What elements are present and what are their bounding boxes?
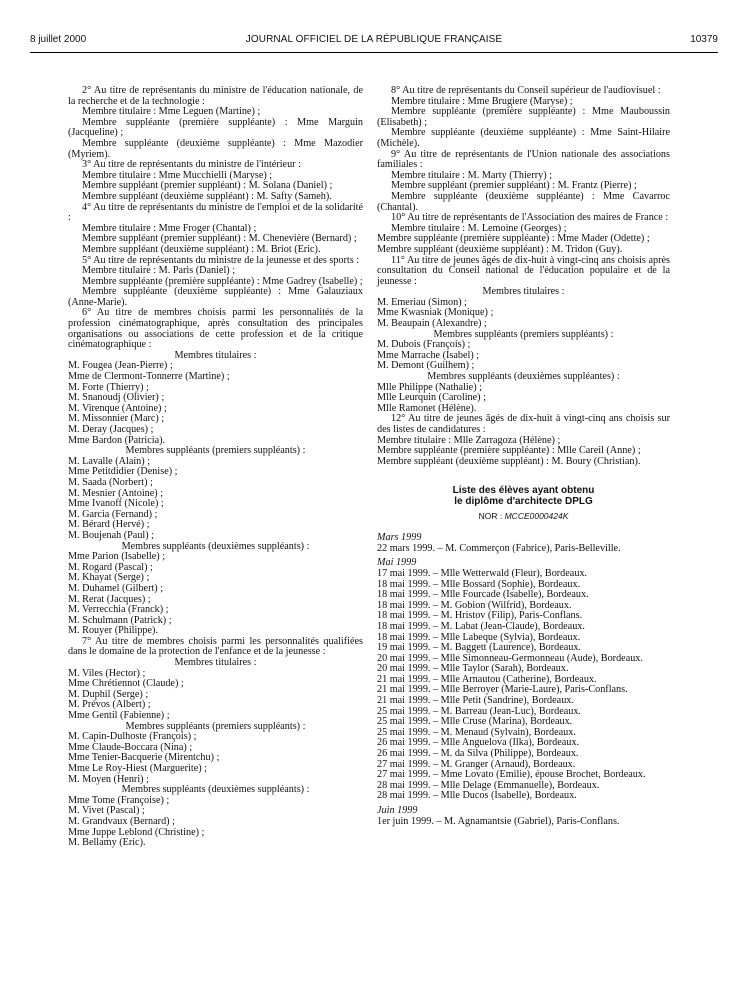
header-page-number: 10379 bbox=[690, 34, 718, 45]
member-line: M. Capin-Dulhoste (François) ; bbox=[68, 731, 197, 743]
member-line: M. Duhamel (Gilbert) ; bbox=[68, 582, 164, 594]
nor-code: MCCE0000424K bbox=[504, 510, 569, 521]
paragraph: 5° Au titre de représentants du ministre de la jeunesse et des sports : bbox=[82, 254, 360, 266]
paragraph: Membre suppléante (deuxième suppléante) : Mme Mazodier (Myriem). bbox=[68, 137, 363, 160]
member-line: Mme Parion (Isabelle) ; bbox=[68, 551, 166, 563]
header-date: 8 juillet 2000 bbox=[30, 34, 87, 45]
diploma-entry: 21 mai 1999. – Mlle Arnautou (Catherine), Bordeaux. bbox=[377, 673, 597, 685]
paragraph: 3° Au titre de représentants du ministre de l'intérieur : bbox=[82, 159, 301, 171]
member-line: M. Rouyer (Philippe). bbox=[68, 625, 158, 637]
member-line: M. Grandvaux (Bernard) ; bbox=[68, 815, 175, 827]
member-line: M. Garcia (Fernand) ; bbox=[68, 508, 158, 520]
paragraph: Membre suppléant (deuxième suppléant) : M. Safty (Sameh). bbox=[82, 190, 332, 202]
diploma-entry: 26 mai 1999. – Mlle Anguelova (Ilka), Bordeaux. bbox=[377, 737, 580, 749]
diploma-entry: 21 mai 1999. – Mlle Berroyer (Marie-Laure), Paris-Conflans. bbox=[377, 684, 628, 696]
member-line: M. Boujenah (Paul) ; bbox=[68, 529, 155, 541]
member-group-heading: Membres titulaires : bbox=[482, 286, 565, 298]
diploma-entry: 25 mai 1999. – M. Menaud (Sylvain), Bordeaux. bbox=[377, 726, 576, 738]
diploma-entry: 18 mai 1999. – Mlle Fourcade (Isabelle), Bordeaux. bbox=[377, 589, 589, 601]
paragraph: Membre titulaire : Mme Brugiere (Maryse) ; bbox=[391, 95, 573, 107]
paragraph: Membre titulaire : Mme Froger (Chantal) ; bbox=[82, 222, 257, 234]
month-heading: Mars 1999 bbox=[377, 532, 422, 544]
diploma-entry: 20 mai 1999. – Mlle Simonneau-Germonneau (Aude), Bordeaux. bbox=[377, 652, 643, 664]
nor-reference bbox=[377, 511, 670, 522]
liste-title-line2: le diplôme d'architecte DPLG bbox=[454, 495, 593, 507]
member-line: M. Moyen (Henri) ; bbox=[68, 773, 149, 785]
member-line: M. Rerat (Jacques) ; bbox=[68, 593, 151, 605]
member-line: M. Emeriau (Simon) ; bbox=[377, 296, 467, 308]
member-line: Mme Ivanoff (Nicole) ; bbox=[68, 498, 164, 510]
paragraph: Membre titulaire : M. Lemoine (Georges) ; bbox=[391, 222, 567, 234]
member-line: M. Snanoudj (Olivier) ; bbox=[68, 392, 165, 404]
header-title: JOURNAL OFFICIEL DE LA RÉPUBLIQUE FRANÇAISE bbox=[245, 34, 503, 45]
member-line: Mme Marrache (Isabel) ; bbox=[377, 349, 480, 361]
member-line: Membre suppléant (deuxième suppléant) : M. Boury (Christian). bbox=[377, 455, 641, 467]
member-line: Mme de Clermont-Tonnerre (Martine) ; bbox=[68, 371, 230, 383]
member-line: Mme Kwasniak (Monique) ; bbox=[377, 307, 494, 319]
member-line: Mme Chrétiennot (Claude) ; bbox=[68, 678, 184, 690]
member-line: M. Verrecchia (Franck) ; bbox=[68, 604, 169, 616]
member-line: Mme Claude-Boccara (Nina) ; bbox=[68, 741, 193, 753]
paragraph: Membre suppléante (première suppléante) : Mme Mauboussin (Elisabeth) ; bbox=[377, 106, 670, 128]
member-line: M. Dubois (François) ; bbox=[377, 339, 471, 351]
paragraph: Membre titulaire : M. Marty (Thierry) ; bbox=[391, 169, 552, 181]
diploma-list bbox=[377, 533, 670, 827]
diploma-entry: 18 mai 1999. – Mlle Labeque (Sylvia), Bordeaux. bbox=[377, 631, 581, 643]
paragraph: Membre suppléante (première suppléante) : Mme Marguin (Jacqueline) ; bbox=[68, 116, 363, 139]
member-group-heading: Membres suppléants (premiers suppléants) : bbox=[125, 720, 306, 732]
member-group-heading: Membres suppléants (deuxièmes suppléantes) : bbox=[427, 371, 620, 383]
member-line: M. Deray (Jacques) ; bbox=[68, 424, 154, 435]
member-line: Membre suppléante (première suppléante) : Mlle Careil (Anne) ; bbox=[377, 445, 641, 457]
member-line: M. Lavalle (Alain) ; bbox=[68, 455, 151, 467]
month-heading: Juin 1999 bbox=[377, 805, 418, 816]
diploma-entry: 26 mai 1999. – M. da Silva (Philippe), Bordeaux. bbox=[377, 748, 579, 760]
paragraph: Membre suppléant (premier suppléant) : M. Frantz (Pierre) ; bbox=[391, 180, 637, 192]
paragraph: 9° Au titre de représentants de l'Union nationale des associations familiales : bbox=[377, 148, 670, 171]
member-group-heading: Membres suppléants (deuxièmes suppléants) : bbox=[121, 540, 310, 552]
diploma-entry: 22 mars 1999. – M. Commerçon (Fabrice), Paris-Belleville. bbox=[377, 542, 621, 554]
diploma-entry: 21 mai 1999. – Mlle Petit (Sandrine), Bordeaux. bbox=[377, 695, 574, 707]
member-line: M. Missonnier (Marc) ; bbox=[68, 413, 165, 425]
diploma-entry: 18 mai 1999. – M. Gobion (Wilfrid), Bordeaux. bbox=[377, 599, 572, 611]
diploma-entry: 28 mai 1999. – Mlle Delage (Emmanuelle), Bordeaux. bbox=[377, 779, 600, 791]
paragraph: 10° Au titre de représentants de l'Association des maires de France : bbox=[391, 212, 669, 224]
member-line: Mme Juppe Leblond (Christine) ; bbox=[68, 826, 205, 838]
paragraph: Membre titulaire : Mme Mucchielli (Maryse) ; bbox=[82, 169, 273, 181]
paragraph: Membre suppléant (deuxième suppléant) : M. Briot (Eric). bbox=[82, 243, 321, 255]
left-column bbox=[68, 86, 363, 849]
member-line: M. Duphil (Serge) ; bbox=[68, 688, 149, 700]
paragraph: Membre suppléante (deuxième suppléante) : Mme Saint-Hilaire (Michèle). bbox=[377, 127, 670, 149]
member-line: M. Fougea (Jean-Pierre) ; bbox=[68, 360, 173, 372]
diploma-entry: 1er juin 1999. – M. Agnamantsie (Gabriel), Paris-Conflans. bbox=[377, 815, 620, 827]
member-line: Mme Petitdidier (Denise) ; bbox=[68, 466, 178, 478]
paragraph: Membre suppléante (première suppléante) : Mme Gadrey (Isabelle) ; bbox=[82, 275, 363, 287]
member-line: Mme Tome (Françoise) ; bbox=[68, 794, 170, 806]
diploma-entry: 28 mai 1999. – Mlle Ducos (Isabelle), Bordeaux. bbox=[377, 790, 577, 802]
member-line: M. Bérard (Hervé) ; bbox=[68, 519, 150, 531]
diploma-entry: 18 mai 1999. – M. Labat (Jean-Claude), Bordeaux. bbox=[377, 620, 585, 632]
member-line: M. Beaupain (Alexandre) ; bbox=[377, 318, 487, 330]
committee-list-continued bbox=[377, 86, 670, 467]
member-group-heading: Membres titulaires : bbox=[174, 657, 257, 669]
paragraph: 4° Au titre de représentants du ministre de l'emploi et de la solidarité : bbox=[68, 201, 363, 224]
diploma-entry: 25 mai 1999. – M. Barreau (Jean-Luc), Bordeaux. bbox=[377, 705, 581, 717]
paragraph: Membre suppléant (premier suppléant) : M. Solana (Daniel) ; bbox=[82, 180, 333, 192]
header-rule bbox=[30, 52, 718, 53]
member-line: Mme Gentil (Fabienne) ; bbox=[68, 710, 170, 722]
paragraph: 8° Au titre de représentants du Conseil supérieur de l'audiovisuel : bbox=[391, 85, 661, 96]
member-line: M. Viles (Hector) ; bbox=[68, 667, 146, 679]
nor-label: NOR : bbox=[478, 510, 503, 521]
member-line: Membre suppléante (première suppléante) : Mme Mader (Odette) ; bbox=[377, 233, 650, 245]
paragraph: 11° Au titre de jeunes âgés de dix-huit à vingt-cinq ans choisis après consultation du Conseil national de l'éducation populaire et de la jeunesse : bbox=[377, 254, 670, 287]
member-line: M. Prévos (Albert) ; bbox=[68, 699, 151, 711]
member-line: M. Vivet (Pascal) ; bbox=[68, 805, 145, 817]
liste-title-line1: Liste des élèves ayant obtenu bbox=[452, 485, 595, 497]
member-group-heading: Membres titulaires : bbox=[174, 349, 257, 361]
diploma-entry: 27 mai 1999. – Mme Lovato (Emilie), épouse Brochet, Bordeaux. bbox=[377, 769, 646, 781]
paragraph: Membre titulaire : Mme Leguen (Martine) ; bbox=[82, 106, 261, 118]
paragraph: Membre suppléant (premier suppléant) : M. Chenevière (Bernard) ; bbox=[82, 233, 357, 245]
diploma-entry: 17 mai 1999. – Mlle Wetterwald (Fleur), Bordeaux. bbox=[377, 567, 588, 579]
member-group-heading: Membres suppléants (premiers suppléants) : bbox=[125, 445, 306, 457]
paragraph: Membre suppléante (deuxième suppléante) : Mme Galauziaux (Anne-Marie). bbox=[68, 286, 363, 308]
paragraph: 7° Au titre de membres choisis parmi les personnalités qualifiées dans le domaine de la protection de l'enfance et de la jeunesse : bbox=[68, 635, 363, 658]
paragraph: Membre suppléante (deuxième suppléante) : Mme Cavarroc (Chantal). bbox=[377, 190, 670, 213]
member-line: M. Khayat (Serge) ; bbox=[68, 572, 150, 584]
diploma-entry: 18 mai 1999. – Mlle Bossard (Sophie), Bordeaux. bbox=[377, 578, 581, 590]
member-line: M. Virenque (Antoine) ; bbox=[68, 402, 167, 414]
member-line: Mme Le Roy-Hiest (Marguerite) ; bbox=[68, 763, 208, 774]
paragraph: Membre titulaire : M. Paris (Daniel) ; bbox=[82, 265, 236, 277]
member-line: M. Forte (Thierry) ; bbox=[68, 381, 149, 393]
member-line: M. Mesnier (Antoine) ; bbox=[68, 487, 164, 499]
diploma-entry: 20 mai 1999. – Mlle Taylor (Sarah), Bordeaux. bbox=[377, 663, 569, 675]
member-line: Mme Bardon (Patricia). bbox=[68, 434, 166, 446]
member-line: M. Demont (Guilhem) ; bbox=[377, 360, 475, 372]
paragraph: 2° Au titre de représentants du ministre de l'éducation nationale, de la recherche et de la technologie : bbox=[68, 85, 363, 107]
diploma-entry: 19 mai 1999. – M. Baggett (Laurence), Bordeaux. bbox=[377, 642, 581, 654]
paragraph: 6° Au titre de membres choisis parmi les personnalités de la profession cinématographique, après consultation des principales organisations ou associations de cette profession et de la critique cinématographique : bbox=[68, 307, 363, 351]
diploma-entry: 25 mai 1999. – Mlle Cruse (Marina), Bordeaux. bbox=[377, 716, 573, 728]
member-line: Mme Tenier-Bacquerie (Mirentchu) ; bbox=[68, 752, 220, 764]
member-line: M. Schulmann (Patrick) ; bbox=[68, 614, 172, 626]
diploma-entry: 27 mai 1999. – M. Granger (Arnaud), Bordeaux. bbox=[377, 758, 576, 770]
liste-title bbox=[377, 486, 670, 507]
member-line: Membre titulaire : Mlle Zarragoza (Hélène) ; bbox=[377, 434, 561, 446]
paragraph: 12° Au titre de jeunes âgés de dix-huit à vingt-cinq ans choisis sur des listes de candidatures : bbox=[377, 413, 670, 435]
member-line: M. Rogard (Pascal) ; bbox=[68, 561, 153, 573]
member-group-heading: Membres suppléants (premiers suppléants) : bbox=[433, 328, 614, 340]
member-line: Mlle Philippe (Nathalie) ; bbox=[377, 381, 482, 393]
member-line: M. Saada (Norbert) ; bbox=[68, 476, 153, 488]
member-line: Mlle Leurquin (Caroline) ; bbox=[377, 392, 486, 404]
member-line: M. Bellamy (Eric). bbox=[68, 837, 146, 849]
right-column bbox=[377, 86, 670, 827]
diploma-entry: 18 mai 1999. – M. Hristov (Filip), Paris-Conflans. bbox=[377, 610, 583, 622]
member-group-heading: Membres suppléants (deuxièmes suppléants) : bbox=[121, 784, 310, 796]
member-line: Membre suppléant (deuxième suppléant) : M. Tridon (Guy). bbox=[377, 243, 623, 255]
month-heading: Mai 1999 bbox=[377, 557, 417, 569]
page-header bbox=[30, 34, 718, 50]
member-line: Mlle Ramonet (Hélène). bbox=[377, 402, 477, 414]
